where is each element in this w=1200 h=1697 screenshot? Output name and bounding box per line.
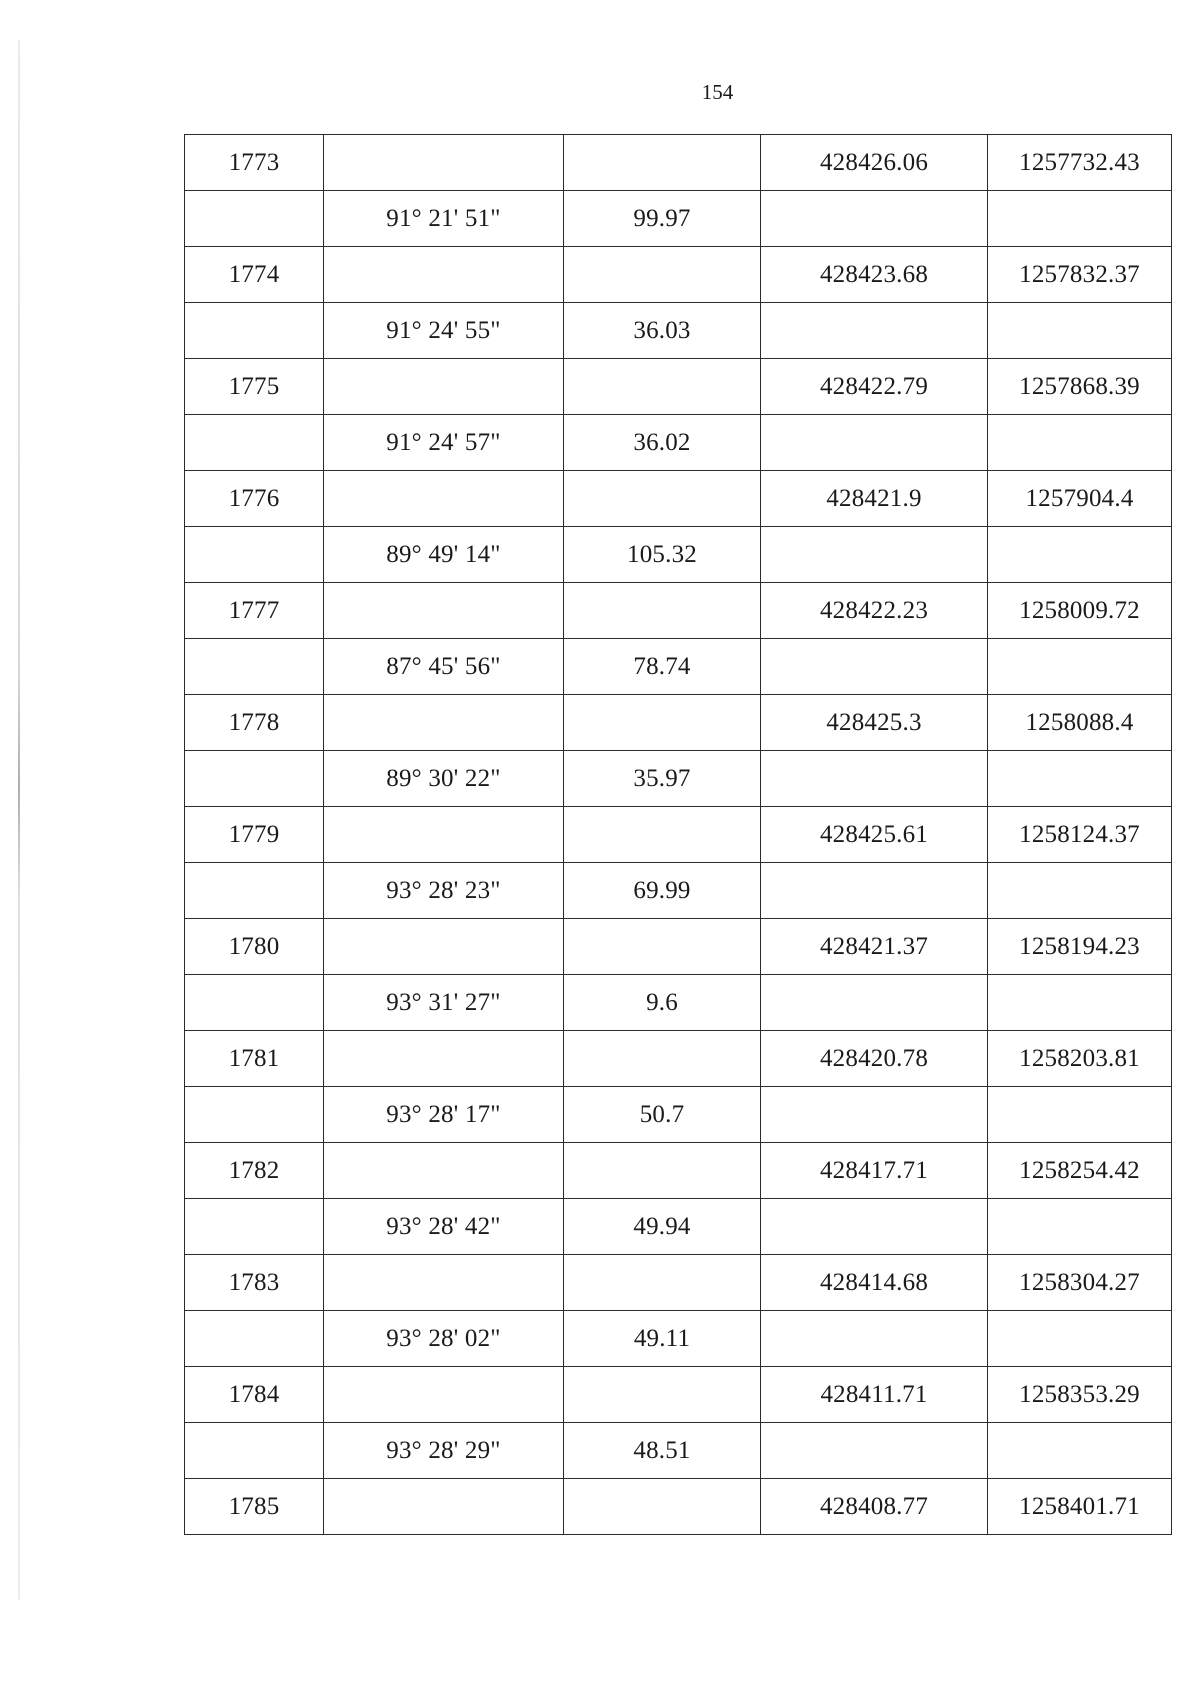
distance-cell: 49.94: [564, 1199, 761, 1255]
point-cell: 1782: [185, 1143, 324, 1199]
bearing-cell: [324, 1255, 564, 1311]
bearing-cell: 89° 49' 14": [324, 527, 564, 583]
bearing-cell: 93° 28' 42": [324, 1199, 564, 1255]
easting-cell: 1257832.37: [988, 247, 1172, 303]
bearing-cell: 91° 21' 51": [324, 191, 564, 247]
bearing-cell: [324, 919, 564, 975]
northing-cell: [761, 1087, 988, 1143]
northing-cell: [761, 191, 988, 247]
table-row: [185, 863, 1172, 919]
easting-cell: [988, 415, 1172, 471]
point-cell: 1779: [185, 807, 324, 863]
distance-cell: 105.32: [564, 527, 761, 583]
table-row: [185, 639, 1172, 695]
bearing-cell: [324, 807, 564, 863]
bearing-cell: [324, 247, 564, 303]
distance-cell: 50.7: [564, 1087, 761, 1143]
distance-cell: 49.11: [564, 1311, 761, 1367]
bearing-cell: [324, 359, 564, 415]
distance-cell: [564, 695, 761, 751]
table-row: [185, 1423, 1172, 1479]
point-cell: 1781: [185, 1031, 324, 1087]
northing-cell: [761, 639, 988, 695]
northing-cell: 428421.37: [761, 919, 988, 975]
northing-cell: [761, 415, 988, 471]
bearing-cell: 93° 28' 23": [324, 863, 564, 919]
easting-cell: [988, 527, 1172, 583]
table-row: [185, 751, 1172, 807]
table-row: [185, 1031, 1172, 1087]
easting-cell: 1257868.39: [988, 359, 1172, 415]
bearing-cell: 93° 28' 02": [324, 1311, 564, 1367]
northing-cell: 428411.71: [761, 1367, 988, 1423]
easting-cell: 1258088.4: [988, 695, 1172, 751]
table-row: [185, 975, 1172, 1031]
bearing-cell: 91° 24' 57": [324, 415, 564, 471]
easting-cell: 1258254.42: [988, 1143, 1172, 1199]
distance-cell: [564, 1255, 761, 1311]
bearing-cell: 93° 28' 17": [324, 1087, 564, 1143]
northing-cell: 428425.3: [761, 695, 988, 751]
bearing-cell: [324, 1031, 564, 1087]
easting-cell: [988, 1199, 1172, 1255]
bearing-cell: [324, 471, 564, 527]
table-row: [185, 303, 1172, 359]
easting-cell: [988, 303, 1172, 359]
table-row: [185, 471, 1172, 527]
easting-cell: 1258194.23: [988, 919, 1172, 975]
distance-cell: [564, 1143, 761, 1199]
northing-cell: [761, 751, 988, 807]
point-cell: [185, 1199, 324, 1255]
table-row: [185, 359, 1172, 415]
easting-cell: [988, 751, 1172, 807]
northing-cell: 428423.68: [761, 247, 988, 303]
bearing-cell: [324, 1143, 564, 1199]
easting-cell: 1258401.71: [988, 1479, 1172, 1535]
bearing-cell: 93° 31' 27": [324, 975, 564, 1031]
northing-cell: [761, 303, 988, 359]
bearing-cell: [324, 583, 564, 639]
easting-cell: 1258124.37: [988, 807, 1172, 863]
northing-cell: [761, 1311, 988, 1367]
easting-cell: 1257904.4: [988, 471, 1172, 527]
table-row: [185, 583, 1172, 639]
point-cell: [185, 751, 324, 807]
point-cell: [185, 975, 324, 1031]
bearing-cell: 91° 24' 55": [324, 303, 564, 359]
point-cell: 1785: [185, 1479, 324, 1535]
distance-cell: [564, 359, 761, 415]
point-cell: [185, 1087, 324, 1143]
northing-cell: 428422.79: [761, 359, 988, 415]
point-cell: 1780: [185, 919, 324, 975]
table-row: [185, 807, 1172, 863]
distance-cell: [564, 471, 761, 527]
northing-cell: 428426.06: [761, 135, 988, 191]
easting-cell: 1258203.81: [988, 1031, 1172, 1087]
table-row: [185, 1199, 1172, 1255]
coordinate-table: [184, 134, 1172, 1535]
bearing-cell: 93° 28' 29": [324, 1423, 564, 1479]
point-cell: 1776: [185, 471, 324, 527]
table-row: [185, 135, 1172, 191]
distance-cell: 99.97: [564, 191, 761, 247]
easting-cell: [988, 191, 1172, 247]
table-row: [185, 919, 1172, 975]
easting-cell: 1258009.72: [988, 583, 1172, 639]
distance-cell: [564, 247, 761, 303]
northing-cell: 428420.78: [761, 1031, 988, 1087]
point-cell: [185, 191, 324, 247]
scan-edge-mark: [18, 40, 20, 1600]
distance-cell: 48.51: [564, 1423, 761, 1479]
point-cell: [185, 639, 324, 695]
distance-cell: [564, 1031, 761, 1087]
point-cell: [185, 1311, 324, 1367]
point-cell: [185, 303, 324, 359]
table-row: [185, 695, 1172, 751]
easting-cell: [988, 863, 1172, 919]
distance-cell: 36.03: [564, 303, 761, 359]
table-row: [185, 1087, 1172, 1143]
distance-cell: [564, 135, 761, 191]
distance-cell: 36.02: [564, 415, 761, 471]
table-row: [185, 1255, 1172, 1311]
distance-cell: 9.6: [564, 975, 761, 1031]
table-row: [185, 1479, 1172, 1535]
easting-cell: [988, 639, 1172, 695]
point-cell: [185, 527, 324, 583]
bearing-cell: [324, 1367, 564, 1423]
northing-cell: 428417.71: [761, 1143, 988, 1199]
point-cell: 1773: [185, 135, 324, 191]
point-cell: 1778: [185, 695, 324, 751]
bearing-cell: 87° 45' 56": [324, 639, 564, 695]
northing-cell: [761, 1423, 988, 1479]
distance-cell: [564, 1367, 761, 1423]
table-row: [185, 191, 1172, 247]
point-cell: 1784: [185, 1367, 324, 1423]
bearing-cell: [324, 1479, 564, 1535]
table-row: [185, 247, 1172, 303]
distance-cell: 69.99: [564, 863, 761, 919]
easting-cell: 1258304.27: [988, 1255, 1172, 1311]
table-row: [185, 1367, 1172, 1423]
northing-cell: 428421.9: [761, 471, 988, 527]
easting-cell: [988, 1423, 1172, 1479]
easting-cell: [988, 1087, 1172, 1143]
point-cell: [185, 1423, 324, 1479]
northing-cell: [761, 1199, 988, 1255]
northing-cell: 428414.68: [761, 1255, 988, 1311]
distance-cell: [564, 583, 761, 639]
easting-cell: [988, 975, 1172, 1031]
point-cell: [185, 863, 324, 919]
northing-cell: [761, 863, 988, 919]
northing-cell: [761, 975, 988, 1031]
distance-cell: 35.97: [564, 751, 761, 807]
page-number: 154: [701, 80, 734, 104]
table-row: [185, 527, 1172, 583]
distance-cell: 78.74: [564, 639, 761, 695]
coordinate-table-body: [185, 135, 1172, 1535]
table-row: [185, 1143, 1172, 1199]
northing-cell: 428408.77: [761, 1479, 988, 1535]
distance-cell: [564, 1479, 761, 1535]
easting-cell: [988, 1311, 1172, 1367]
northing-cell: 428425.61: [761, 807, 988, 863]
distance-cell: [564, 807, 761, 863]
northing-cell: [761, 527, 988, 583]
bearing-cell: [324, 695, 564, 751]
distance-cell: [564, 919, 761, 975]
point-cell: 1774: [185, 247, 324, 303]
table-row: [185, 1311, 1172, 1367]
point-cell: 1775: [185, 359, 324, 415]
bearing-cell: 89° 30' 22": [324, 751, 564, 807]
point-cell: 1777: [185, 583, 324, 639]
point-cell: [185, 415, 324, 471]
table-row: [185, 415, 1172, 471]
point-cell: 1783: [185, 1255, 324, 1311]
northing-cell: 428422.23: [761, 583, 988, 639]
easting-cell: 1258353.29: [988, 1367, 1172, 1423]
bearing-cell: [324, 135, 564, 191]
easting-cell: 1257732.43: [988, 135, 1172, 191]
